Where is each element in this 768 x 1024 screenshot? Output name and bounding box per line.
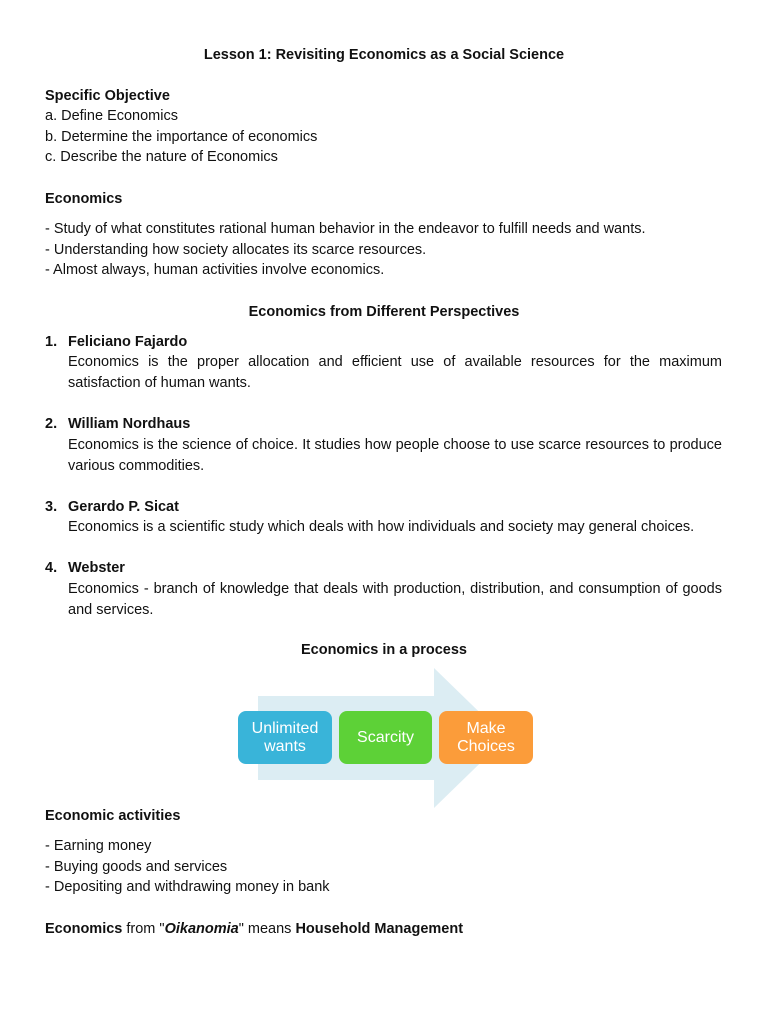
economics-heading: Economics: [45, 191, 123, 207]
objective-item: a. Define Economics: [45, 108, 178, 124]
step-label: Scarcity: [357, 728, 414, 746]
perspective-author: William Nordhaus: [68, 416, 191, 432]
perspective-author: Gerardo P. Sicat: [68, 499, 179, 515]
etymology-term: Economics: [45, 921, 123, 937]
step-label: wants: [264, 737, 306, 755]
objective-heading: Specific Objective: [45, 88, 170, 104]
activity-item: - Buying goods and services: [45, 859, 228, 875]
perspectives-heading: Economics from Different Perspectives: [248, 304, 520, 320]
process-heading: Economics in a process: [300, 642, 467, 658]
economics-point: - Almost always, human activities involve economics.: [45, 262, 385, 278]
step-label: Make: [466, 719, 506, 737]
perspective-author: Webster: [68, 560, 125, 576]
perspective-author: Feliciano Fajardo: [68, 334, 188, 350]
economics-point: - Study of what constitutes rational human behavior in the endeavor to fulfill needs and wants.: [45, 221, 646, 237]
step-label: Choices: [457, 737, 515, 755]
perspective-definition: Economics is a scientific study which deals with how individuals and society may general choices.: [68, 519, 695, 535]
perspective-number: 3.: [45, 499, 58, 515]
objective-item: c. Describe the nature of Economics: [45, 149, 278, 165]
etymology-root: Oikanomia: [164, 921, 239, 937]
etymology-meaning: Household Management: [295, 921, 464, 937]
perspective-number: 1.: [45, 334, 58, 350]
activities-heading: Economic activities: [45, 808, 181, 824]
objective-item: b. Determine the importance of economics: [45, 129, 318, 145]
lesson-title: Lesson 1: Revisiting Economics as a Social Science: [203, 47, 565, 63]
process-diagram: [236, 668, 542, 808]
perspective-definition: Economics is the proper allocation and efficient use of available resources for the maximum satisfaction of human wants.: [68, 354, 722, 391]
process-step-scarcity: [339, 711, 432, 764]
perspective-number: 4.: [45, 560, 58, 576]
perspective-definition: Economics - branch of knowledge that deals with production, distribution, and consumption of goods and services.: [68, 581, 722, 618]
step-label: Unlimited: [251, 719, 319, 737]
process-step-unlimited-wants: [238, 711, 332, 764]
etymology-means: " means: [238, 921, 296, 937]
process-step-make-choices: [439, 711, 533, 764]
perspective-definition: Economics is the science of choice. It studies how people choose to use scarce resources to produce various commodities.: [68, 437, 722, 474]
activity-item: - Earning money: [45, 838, 152, 854]
etymology-line: [45, 919, 463, 940]
economics-point: - Understanding how society allocates its scarce resources.: [45, 242, 427, 258]
perspective-number: 2.: [45, 416, 58, 432]
etymology-from: from ": [122, 921, 165, 937]
activity-item: - Depositing and withdrawing money in bank: [45, 879, 330, 895]
